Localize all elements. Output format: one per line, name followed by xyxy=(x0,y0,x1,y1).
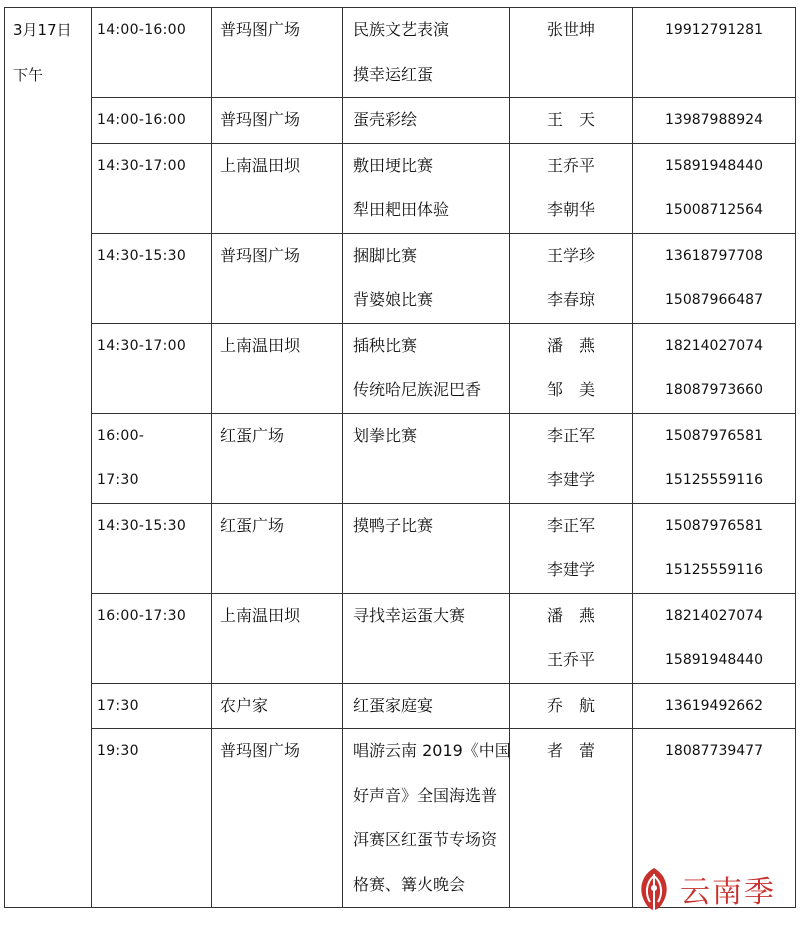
contact-cell-line: 王乔平 xyxy=(546,650,595,669)
table-row xyxy=(5,143,796,233)
place-cell-line xyxy=(212,818,342,863)
date-cell xyxy=(5,8,92,908)
phone-cell-line xyxy=(633,53,795,98)
phone-cell-line: 15008712564 xyxy=(665,202,763,218)
phone-cell-line: 15125559116 xyxy=(665,562,763,578)
activity-cell xyxy=(343,503,510,593)
place-cell-line: 普玛图广场 xyxy=(220,741,301,760)
time-cell xyxy=(92,503,212,593)
place-cell xyxy=(212,593,343,683)
contact-cell xyxy=(510,593,633,683)
contact-cell xyxy=(510,729,633,908)
time-cell-line: 17:30 xyxy=(97,697,139,714)
time-cell-line xyxy=(92,818,211,863)
phone-cell-line: 15087966487 xyxy=(665,292,763,308)
contact-cell xyxy=(510,143,633,233)
time-cell-line: 14:00-16:00 xyxy=(97,112,187,128)
phone-cell xyxy=(633,593,796,683)
phone-cell-line: 15891948440 xyxy=(665,652,763,668)
place-cell xyxy=(212,143,343,233)
phone-cell xyxy=(633,98,796,144)
activity-cell-line: 传统哈尼族泥巴香 xyxy=(353,380,482,399)
contact-cell xyxy=(510,98,633,144)
place-cell-line xyxy=(212,774,342,819)
table-row xyxy=(5,503,796,593)
phone-cell-line: 15125559116 xyxy=(665,472,763,488)
contact-cell-line xyxy=(510,53,632,98)
time-cell xyxy=(92,323,212,413)
phone-cell-line xyxy=(633,818,795,863)
place-cell xyxy=(212,683,343,729)
place-cell-line: 红蛋广场 xyxy=(220,425,285,445)
activity-cell-line: 背婆娘比赛 xyxy=(353,290,434,309)
phone-cell xyxy=(633,143,796,233)
activity-cell-line: 寻找幸运蛋大赛 xyxy=(353,605,466,625)
activity-cell-line: 红蛋家庭宴 xyxy=(353,695,434,715)
contact-cell-line xyxy=(510,774,632,819)
activity-cell-line: 唱游云南 2019《中国 xyxy=(353,741,511,760)
activity-cell-line: 洱赛区红蛋节专场资 xyxy=(353,830,498,849)
contact-cell-line xyxy=(510,863,632,908)
phone-cell-line: 15087976581 xyxy=(665,427,763,444)
place-cell-line: 红蛋广场 xyxy=(220,515,285,535)
feather-logo-icon xyxy=(634,866,674,912)
place-cell xyxy=(212,729,343,908)
phone-cell xyxy=(633,413,796,503)
time-cell-line xyxy=(92,548,211,593)
phone-cell xyxy=(633,8,796,98)
contact-cell-line: 王乔平 xyxy=(546,155,595,175)
activity-cell-line: 蛋壳彩绘 xyxy=(353,110,418,129)
phone-cell-line: 18214027074 xyxy=(665,607,763,624)
time-cell-line xyxy=(92,863,211,908)
time-cell xyxy=(92,233,212,323)
contact-cell xyxy=(510,8,633,98)
activity-cell-line xyxy=(343,638,509,683)
contact-cell-line: 者 蕾 xyxy=(546,741,595,760)
place-cell-line xyxy=(212,278,342,323)
time-cell-line: 16:00-17:30 xyxy=(97,607,187,624)
activity-cell xyxy=(343,729,510,908)
table-row xyxy=(5,233,796,323)
phone-cell-line: 18087973660 xyxy=(665,382,763,398)
place-cell-line: 普玛图广场 xyxy=(220,20,301,39)
place-cell-line xyxy=(212,368,342,413)
activity-cell xyxy=(343,683,510,729)
time-cell xyxy=(92,683,212,729)
contact-cell-line: 李正军 xyxy=(546,515,595,535)
activity-cell xyxy=(343,233,510,323)
phone-cell-line: 13619492662 xyxy=(665,697,763,714)
contact-cell-line: 潘 燕 xyxy=(546,335,595,355)
time-cell xyxy=(92,143,212,233)
date-line: 3月17日 xyxy=(13,21,72,39)
phone-cell xyxy=(633,233,796,323)
activity-cell xyxy=(343,593,510,683)
place-cell-line xyxy=(212,863,342,908)
contact-cell-line: 张世坤 xyxy=(546,20,595,39)
contact-cell xyxy=(510,323,633,413)
place-cell-line: 上南温田坝 xyxy=(220,335,301,355)
contact-cell xyxy=(510,503,633,593)
phone-cell xyxy=(633,683,796,729)
place-cell xyxy=(212,413,343,503)
activity-cell-line: 捆脚比赛 xyxy=(353,245,418,265)
time-cell-line: 19:30 xyxy=(97,743,139,759)
activity-cell-line xyxy=(343,458,509,503)
activity-cell-line: 摸幸运红蛋 xyxy=(353,64,434,84)
contact-cell-line: 王 天 xyxy=(546,110,595,129)
activity-cell-line xyxy=(343,548,509,593)
phone-cell-line: 15087976581 xyxy=(665,517,763,534)
place-cell-line xyxy=(212,188,342,233)
time-cell-line xyxy=(92,53,211,98)
watermark xyxy=(634,866,776,912)
phone-cell-line: 19912791281 xyxy=(665,22,763,38)
time-cell-line: 14:30-15:30 xyxy=(97,247,187,264)
watermark-text: 云南季 xyxy=(680,875,776,910)
contact-cell-line: 王学珍 xyxy=(546,245,595,265)
phone-cell-line: 13987988924 xyxy=(665,112,763,128)
time-cell xyxy=(92,98,212,144)
contact-cell-line: 乔 航 xyxy=(546,695,595,715)
time-cell-line: 16:00- xyxy=(97,427,145,444)
schedule-table xyxy=(4,7,796,908)
activity-cell-line: 犁田耙田体验 xyxy=(353,200,450,219)
place-cell xyxy=(212,8,343,98)
time-cell-line: 14:30-17:00 xyxy=(97,337,187,354)
contact-cell-line: 李正军 xyxy=(546,425,595,445)
place-cell-line xyxy=(212,53,342,98)
activity-cell xyxy=(343,413,510,503)
activity-cell-line: 好声音》全国海选普 xyxy=(353,785,498,805)
place-cell-line xyxy=(212,548,342,593)
contact-cell-line: 邹 美 xyxy=(546,380,595,399)
time-cell-line: 17:30 xyxy=(97,472,139,488)
contact-cell-line: 潘 燕 xyxy=(546,605,595,625)
phone-cell-line: 13618797708 xyxy=(665,247,763,264)
place-cell-line xyxy=(212,638,342,683)
phone-cell-line: 15891948440 xyxy=(665,157,763,174)
contact-cell-line: 李建学 xyxy=(546,560,595,579)
phone-cell-line: 18087739477 xyxy=(665,743,763,759)
activity-cell xyxy=(343,98,510,144)
contact-cell xyxy=(510,413,633,503)
activity-cell-line: 格赛、篝火晚会 xyxy=(353,874,466,894)
time-cell-line: 14:30-17:00 xyxy=(97,157,187,174)
table-row xyxy=(5,323,796,413)
phone-cell-line xyxy=(633,774,795,819)
table-row xyxy=(5,98,796,144)
place-cell-line: 普玛图广场 xyxy=(220,245,301,265)
activity-cell-line: 插秧比赛 xyxy=(353,335,418,355)
place-cell xyxy=(212,233,343,323)
date-line: 下午 xyxy=(13,65,44,84)
time-cell xyxy=(92,413,212,503)
contact-cell-line: 李建学 xyxy=(546,470,595,489)
time-cell-line xyxy=(92,638,211,683)
place-cell-line: 上南温田坝 xyxy=(220,155,301,175)
table-row xyxy=(5,683,796,729)
time-cell-line xyxy=(92,774,211,819)
time-cell-line xyxy=(92,188,211,233)
place-cell xyxy=(212,503,343,593)
activity-cell xyxy=(343,323,510,413)
contact-cell xyxy=(510,233,633,323)
time-cell-line: 14:30-15:30 xyxy=(97,517,187,534)
contact-cell-line: 李朝华 xyxy=(546,200,595,219)
place-cell xyxy=(212,323,343,413)
place-cell-line: 上南温田坝 xyxy=(220,605,301,625)
activity-cell-line: 敷田埂比赛 xyxy=(353,155,434,175)
table-row xyxy=(5,8,796,98)
activity-cell-line: 摸鸭子比赛 xyxy=(353,515,434,535)
table-row xyxy=(5,413,796,503)
contact-cell-line xyxy=(510,818,632,863)
place-cell-line: 农户家 xyxy=(220,695,269,715)
time-cell-line xyxy=(92,368,211,413)
contact-cell xyxy=(510,683,633,729)
time-cell xyxy=(92,8,212,98)
activity-cell xyxy=(343,8,510,98)
time-cell xyxy=(92,593,212,683)
time-cell xyxy=(92,729,212,908)
table-row xyxy=(5,593,796,683)
place-cell-line xyxy=(212,458,342,503)
place-cell xyxy=(212,98,343,144)
time-cell-line xyxy=(92,278,211,323)
time-cell-line: 14:00-16:00 xyxy=(97,22,187,38)
contact-cell-line: 李春琼 xyxy=(546,290,595,309)
phone-cell-line: 18214027074 xyxy=(665,337,763,354)
phone-cell xyxy=(633,503,796,593)
activity-cell xyxy=(343,143,510,233)
activity-cell-line: 民族文艺表演 xyxy=(353,20,450,39)
activity-cell-line: 划拳比赛 xyxy=(353,425,418,445)
phone-cell xyxy=(633,323,796,413)
place-cell-line: 普玛图广场 xyxy=(220,110,301,129)
